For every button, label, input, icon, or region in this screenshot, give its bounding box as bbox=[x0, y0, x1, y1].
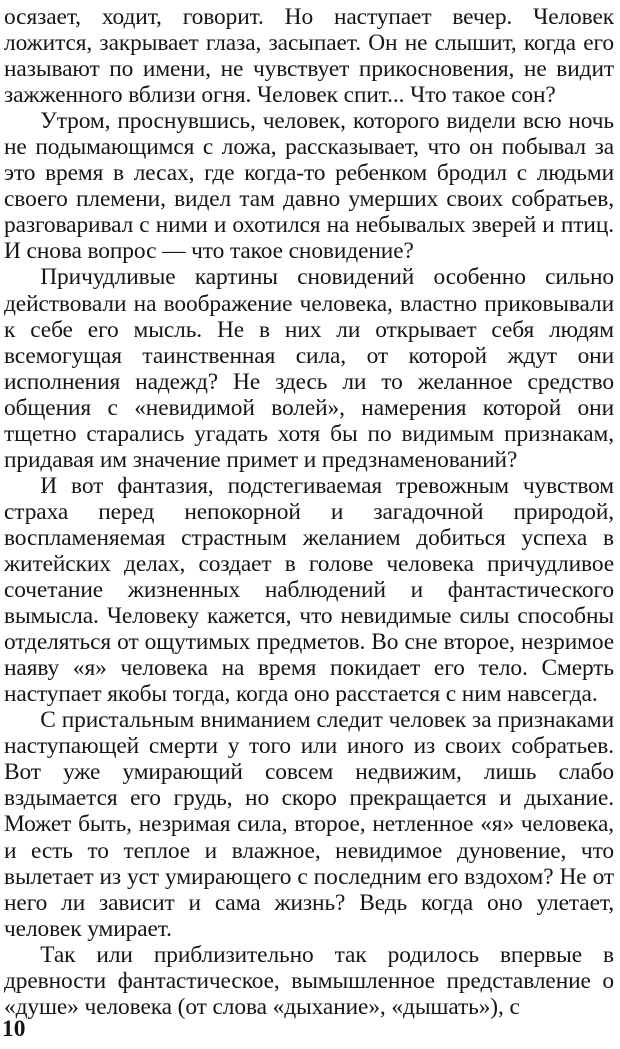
body-text bbox=[4, 4, 614, 1020]
paragraph-4: И вот фантазия, подстегиваемая тревожным чувством страха перед непокорной и загадочной природой, воспламеняемая страстным желанием добиться успеха в житейских делах, создает в голове человека причудливое сочетание жизненных наблюдений и фантастического вымысла. Человеку кажется, что невидимые силы способны отделяться от ощутимых предметов. Во сне второе, незримое наяву «я» человека на время покидает его тело. Смерть наступает якобы тогда, когда оно расстается с ним навсегда. bbox=[4, 472, 614, 708]
paragraph-1: осязает, ходит, говорит. Но наступает вечер. Человек ложится, закрывает глаза, засыпает. Он не слышит, когда его называют по имени, не чувствует прикосновения, не видит зажженного вблизи огня. Человек спит... Что такое сон? bbox=[4, 4, 614, 109]
page-number: 10 bbox=[2, 1016, 26, 1042]
paragraph-5: С пристальным вниманием следит человек за признаками наступающей смерти у того или иного из своих собратьев. Вот уже умирающий совсем недвижим, лишь слабо вздымается его грудь, но скоро прекращается и дыхание. Может быть, незримая сила, второе, нетленное «я» человека, и есть то теплое и влажное, невидимое дуновение, что вылетает из уст умирающего с последним его вздохом? Не от него ли зависит и сама жизнь? Ведь когда оно улетает, человек умирает. bbox=[4, 707, 614, 942]
paragraph-2: Утром, проснувшись, человек, которого видели всю ночь не подымающимся с ложа, рассказывает, что он побывал за это время в лесах, где когда-то ребенком бродил с людьми своего племени, видел там давно умерших своих собратьев, разговаривал с ними и охотился на небывалых зверей и птиц. И снова вопрос — что такое сновидение? bbox=[4, 108, 614, 265]
paragraph-3: Причудливые картины сновидений особенно сильно действовали на воображение человека, властно приковывали к себе его мысль. Не в них ли открывает себя людям всемогущая таинственная сила, от которой ждут они исполнения надежд? Не здесь ли то желанное средство общения с «невидимой волей», намерения которой они тщетно старались угадать хотя бы по видимым признакам, придавая им значение примет и предзнаменований? bbox=[4, 264, 614, 473]
paragraph-6: Так или приблизительно так родилось впервые в древности фантастическое, вымышленное представление о «душе» человека (от слова «дыхание», «дышать»), с bbox=[4, 941, 614, 1020]
